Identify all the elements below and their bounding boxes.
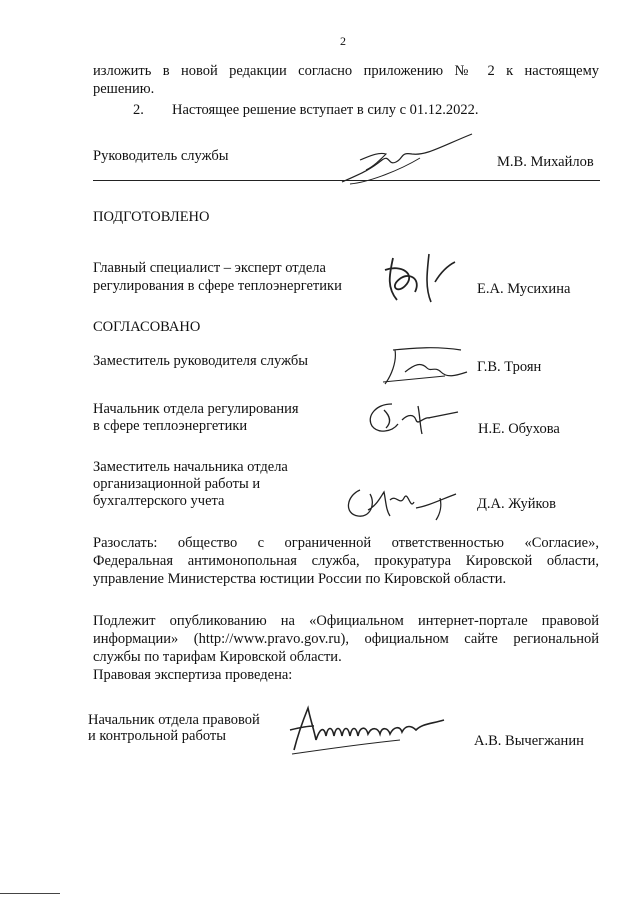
head-name: М.В. Михайлов (497, 154, 594, 170)
signer-1-signature (375, 342, 475, 390)
prepared-position-line1: Главный специалист – эксперт отдела (93, 260, 326, 276)
signer-3-signature (340, 480, 460, 524)
footer-rule (0, 893, 60, 894)
signer-3-position-line2: организационной работы и (93, 476, 261, 492)
legal-position-line1: Начальник отдела правовой (88, 712, 260, 728)
item-number: 2. (133, 102, 144, 118)
signer-2-name: Н.Е. Обухова (478, 421, 560, 437)
signer-3-name: Д.А. Жуйков (477, 496, 556, 512)
agreed-heading: СОГЛАСОВАНО (93, 319, 201, 335)
prepared-heading: ПОДГОТОВЛЕНО (93, 209, 210, 225)
paragraph-continuation-line2: решению. (93, 81, 155, 97)
legal-signature (280, 700, 460, 756)
publication-line2: информации» (http://www.pravo.gov.ru), официальном сайте региональной (93, 631, 599, 647)
signer-2-position-line2: в сфере теплоэнергетики (93, 418, 248, 434)
item-text: Настоящее решение вступает в силу с 01.12.2022. (172, 102, 479, 118)
prepared-signature (375, 248, 465, 308)
signer-3-position-line3: бухгалтерского учета (93, 493, 225, 509)
distribution-line1: Разослать: общество с ограниченной ответственностью «Согласие», (93, 535, 599, 551)
paragraph-continuation-line1: изложить в новой редакции согласно приложению № 2 к настоящему (93, 63, 599, 79)
page-number: 2 (340, 34, 346, 48)
head-position: Руководитель службы (93, 148, 229, 164)
publication-line3: службы по тарифам Кировской области. (93, 649, 342, 665)
distribution-line2: Федеральная антимонопольная служба, прокуратура Кировской области, (93, 553, 599, 569)
signer-2-signature (362, 396, 462, 440)
legal-name: А.В. Вычегжанин (474, 733, 584, 749)
signer-1-name: Г.В. Троян (477, 359, 542, 375)
prepared-name: Е.А. Мусихина (477, 281, 571, 297)
signer-3-position-line1: Заместитель начальника отдела (93, 459, 288, 475)
legal-review-note: Правовая экспертиза проведена: (93, 667, 293, 683)
signer-2-position-line1: Начальник отдела регулирования (93, 401, 299, 417)
signer-1-position: Заместитель руководителя службы (93, 353, 309, 369)
head-signature (330, 130, 480, 190)
distribution-line3: управление Министерства юстиции России по Кировской области. (93, 571, 507, 587)
prepared-position-line2: регулирования в сфере теплоэнергетики (93, 278, 342, 294)
publication-line1: Подлежит опубликованию на «Официальном интернет-портале правовой (93, 613, 599, 629)
legal-position-line2: и контрольной работы (88, 728, 226, 744)
separator-line (93, 180, 600, 181)
